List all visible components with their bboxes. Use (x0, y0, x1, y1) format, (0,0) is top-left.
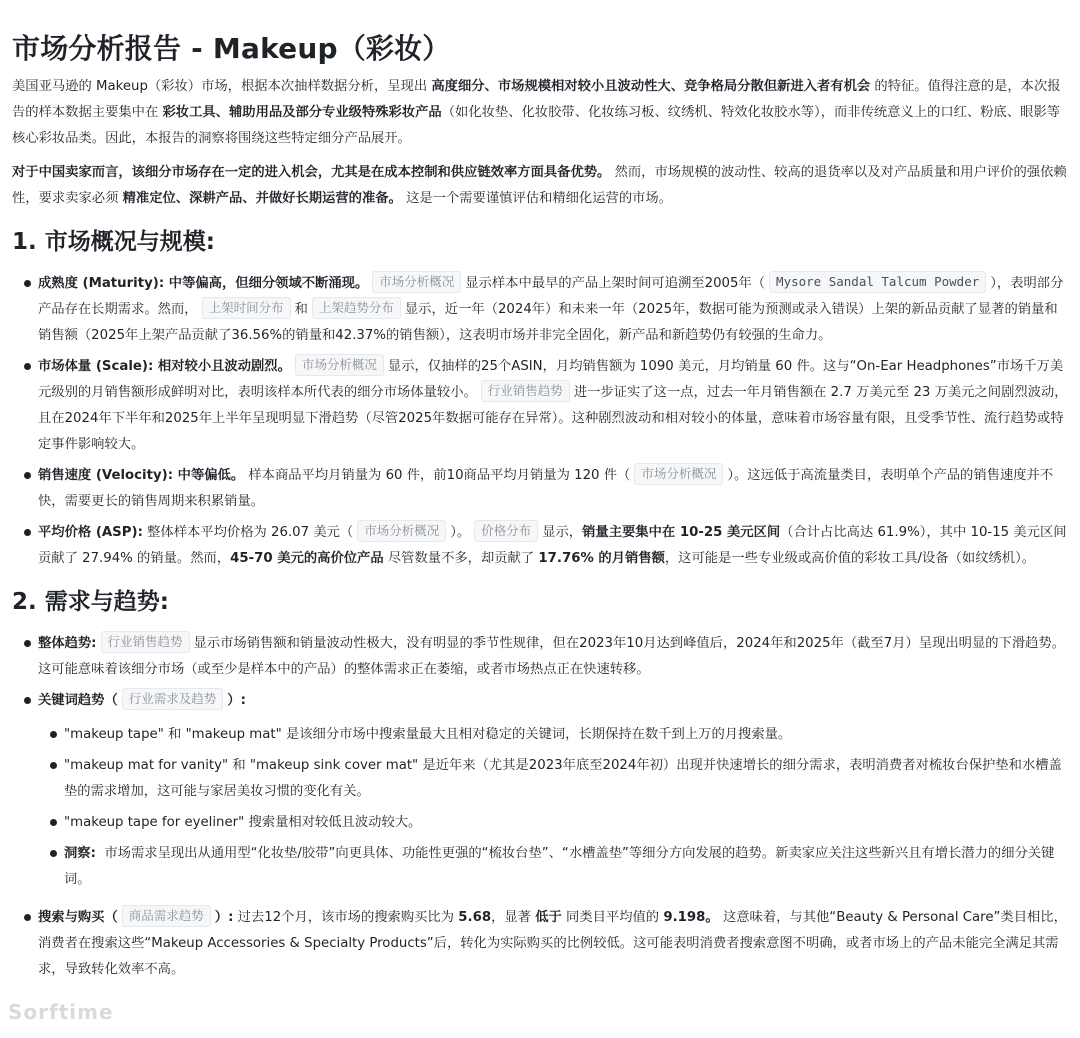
source-tag: 市场分析概况 (295, 354, 384, 376)
source-tag: 市场分析概况 (634, 463, 723, 485)
source-tag: 市场分析概况 (372, 271, 461, 293)
source-tag: 行业销售趋势 (481, 380, 570, 402)
list-item: "makeup tape" 和 "makeup mat" 是该细分市场中搜索量最大且相对稳定的关键词，长期保持在数千到上万的月搜索量。 (12, 722, 1068, 748)
list-item: "makeup mat for vanity" 和 "makeup sink cover mat" 是近年来（尤其是2023年底至2024年初）出现并快速增长的细分需求，表明消费者对梳妆台保护垫和水槽盖垫的需求增加，这可能与家居美妆习惯的变化有关。 (12, 753, 1068, 805)
list-item-keyword-trend: 关键词趋势（ 行业需求及趋势 ）: "makeup tape" 和 "makeup mat" 是该细分市场中搜索量最大且相对稳定的关键词，长期保持在数千到上万的月搜索量。 "makeup mat for vanity" 和 "makeup sink cover mat" 是近年来（尤其是2023年底至2024年初）出现并快速增长的细分需求，表明消费者对梳妆台保护垫和水槽盖垫的需求增加，这可能与家居美妆习惯的变化有关。 "makeup tape for eyeliner" 搜索量相对较低且波动较大。 洞察: 市场需求呈现出从通用型“化妆垫/胶带”向更具体、功能性更强的“梳妆台垫”、“水槽盖垫”等细分方向发展的趋势。新卖家应关注这些新兴且有增长潜力的细分关键词。 (12, 688, 1068, 893)
section-heading-market-overview: 1. 市场概况与规模: (12, 229, 215, 255)
source-tag: 价格分布 (474, 520, 538, 542)
source-tag: 市场分析概况 (357, 520, 446, 542)
watermark: Sorftime (8, 1000, 114, 1024)
list-item-asp: 平均价格 (ASP): 整体样本平均价格为 26.07 美元（ 市场分析概况 ）。 价格分布 显示，销量主要集中在 10-25 美元区间（合计占比高达 61.9%），其中 10-15 美元区间贡献了 27.94% 的销量。然而，45-70 美元的高价位产品 尽管数量不多，却贡献了 17.76% 的月销售额，这可能是一些专业级或高价值的彩妆工具/设备（如纹绣机）。 (12, 520, 1068, 572)
list-item-maturity: 成熟度 (Maturity): 中等偏高，但细分领域不断涌现。 市场分析概况 显示样本中最早的产品上架时间可追溯至2005年（ Mysore Sandal Talcum Powder ），表明部分产品存在长期需求。然而， 上架时间分布 和 上架趋势分布 显示，近一年（2024年）和未来一年（2025年，数据可能为预测或录入错误）上架的新品贡献了显著的销量和销售额（2025年上架产品贡献了36.56%的销量和42.37%的销售额），这表明市场并非完全固化，新产品和新趋势仍有较强的生命力。 (12, 271, 1068, 349)
summary-paragraph: 对于中国卖家而言，该细分市场存在一定的进入机会，尤其是在成本控制和供应链效率方面具备优势。 然而，市场规模的波动性、较高的退货率以及对产品质量和用户评价的强依赖性，要求卖家必须 精准定位、深耕产品、并做好长期运营的准备。 这是一个需要谨慎评估和精细化运营的市场。 (12, 165, 1067, 206)
list-item-overall-trend: 整体趋势: 行业销售趋势 显示市场销售额和销量波动性极大，没有明显的季节性规律，但在2023年10月达到峰值后，2024年和2025年（截至7月）呈现出明显的下滑趋势。这可能意味着该细分市场（或至少是样本中的产品）的整体需求正在萎缩，或者市场热点正在快速转移。 (12, 631, 1068, 683)
section-heading-demand-trends: 2. 需求与趋势: (12, 589, 169, 615)
page-title: 市场分析报告 - Makeup（彩妆） (12, 32, 451, 65)
market-overview-list (12, 271, 1068, 572)
demand-trends-list (12, 631, 1068, 983)
list-item-scale: 市场体量 (Scale): 相对较小且波动剧烈。 市场分析概况 显示，仅抽样的25个ASIN，月均销售额为 1090 美元，月均销量 60 件。这与“On-Ear Headphones”市场千万美元级别的月销售额形成鲜明对比，表明该样本所代表的细分市场体量较小。 行业销售趋势 进一步证实了这一点，过去一年月销售额在 2.7 万美元至 23 万美元之间剧烈波动，且在2024年下半年和2025年上半年呈现明显下滑趋势（尽管2025年数据可能存在异常）。这种剧烈波动和相对较小的体量，意味着市场容量有限，且受季节性、流行趋势或特定事件影响较大。 (12, 354, 1068, 458)
list-item-insight: 洞察: 市场需求呈现出从通用型“化妆垫/胶带”向更具体、功能性更强的“梳妆台垫”、“水槽盖垫”等细分方向发展的趋势。新卖家应关注这些新兴且有增长潜力的细分关键词。 (12, 841, 1068, 893)
source-tag: 行业销售趋势 (101, 631, 190, 653)
source-tag: 商品需求趋势 (122, 905, 211, 927)
list-item: "makeup tape for eyeliner" 搜索量相对较低且波动较大。 (12, 810, 1068, 836)
list-item-velocity: 销售速度 (Velocity): 中等偏低。 样本商品平均月销量为 60 件，前10商品平均月销量为 120 件（ 市场分析概况 ）。这远低于高流量类目，表明单个产品的销售速度并不快，需要更长的销售周期来积累销量。 (12, 463, 1068, 515)
source-tag: 上架时间分布 (202, 297, 291, 319)
keyword-sublist (38, 722, 1068, 893)
product-name-code: Mysore Sandal Talcum Powder (769, 271, 986, 293)
list-item-search-purchase: 搜索与购买（ 商品需求趋势 ）: 过去12个月，该市场的搜索购买比为 5.68，显著 低于 同类目平均值的 9.198。 这意味着，与其他“Beauty & Personal Care”类目相比，消费者在搜索这些“Makeup Accessories & Specialty Products”后，转化为实际购买的比例较低。这可能表明消费者搜索意图不明确，或者市场上的产品未能完全满足其需求，导致转化效率不高。 (12, 905, 1068, 983)
source-tag: 行业需求及趋势 (122, 688, 224, 710)
source-tag: 上架趋势分布 (312, 297, 401, 319)
intro-paragraph: 美国亚马逊的 Makeup（彩妆）市场，根据本次抽样数据分析，呈现出 高度细分、市场规模相对较小且波动性大、竞争格局分散但新进入者有机会 的特征。值得注意的是，本次报告的样本数据主要集中在 彩妆工具、辅助用品及部分专业级特殊彩妆产品（如化妆垫、化妆胶带、化妆练习板、纹绣机、特效化妆胶水等），而非传统意义上的口红、粉底、眼影等核心彩妆品类。因此，本报告的洞察将围绕这些特定细分产品展开。 (12, 79, 1061, 146)
